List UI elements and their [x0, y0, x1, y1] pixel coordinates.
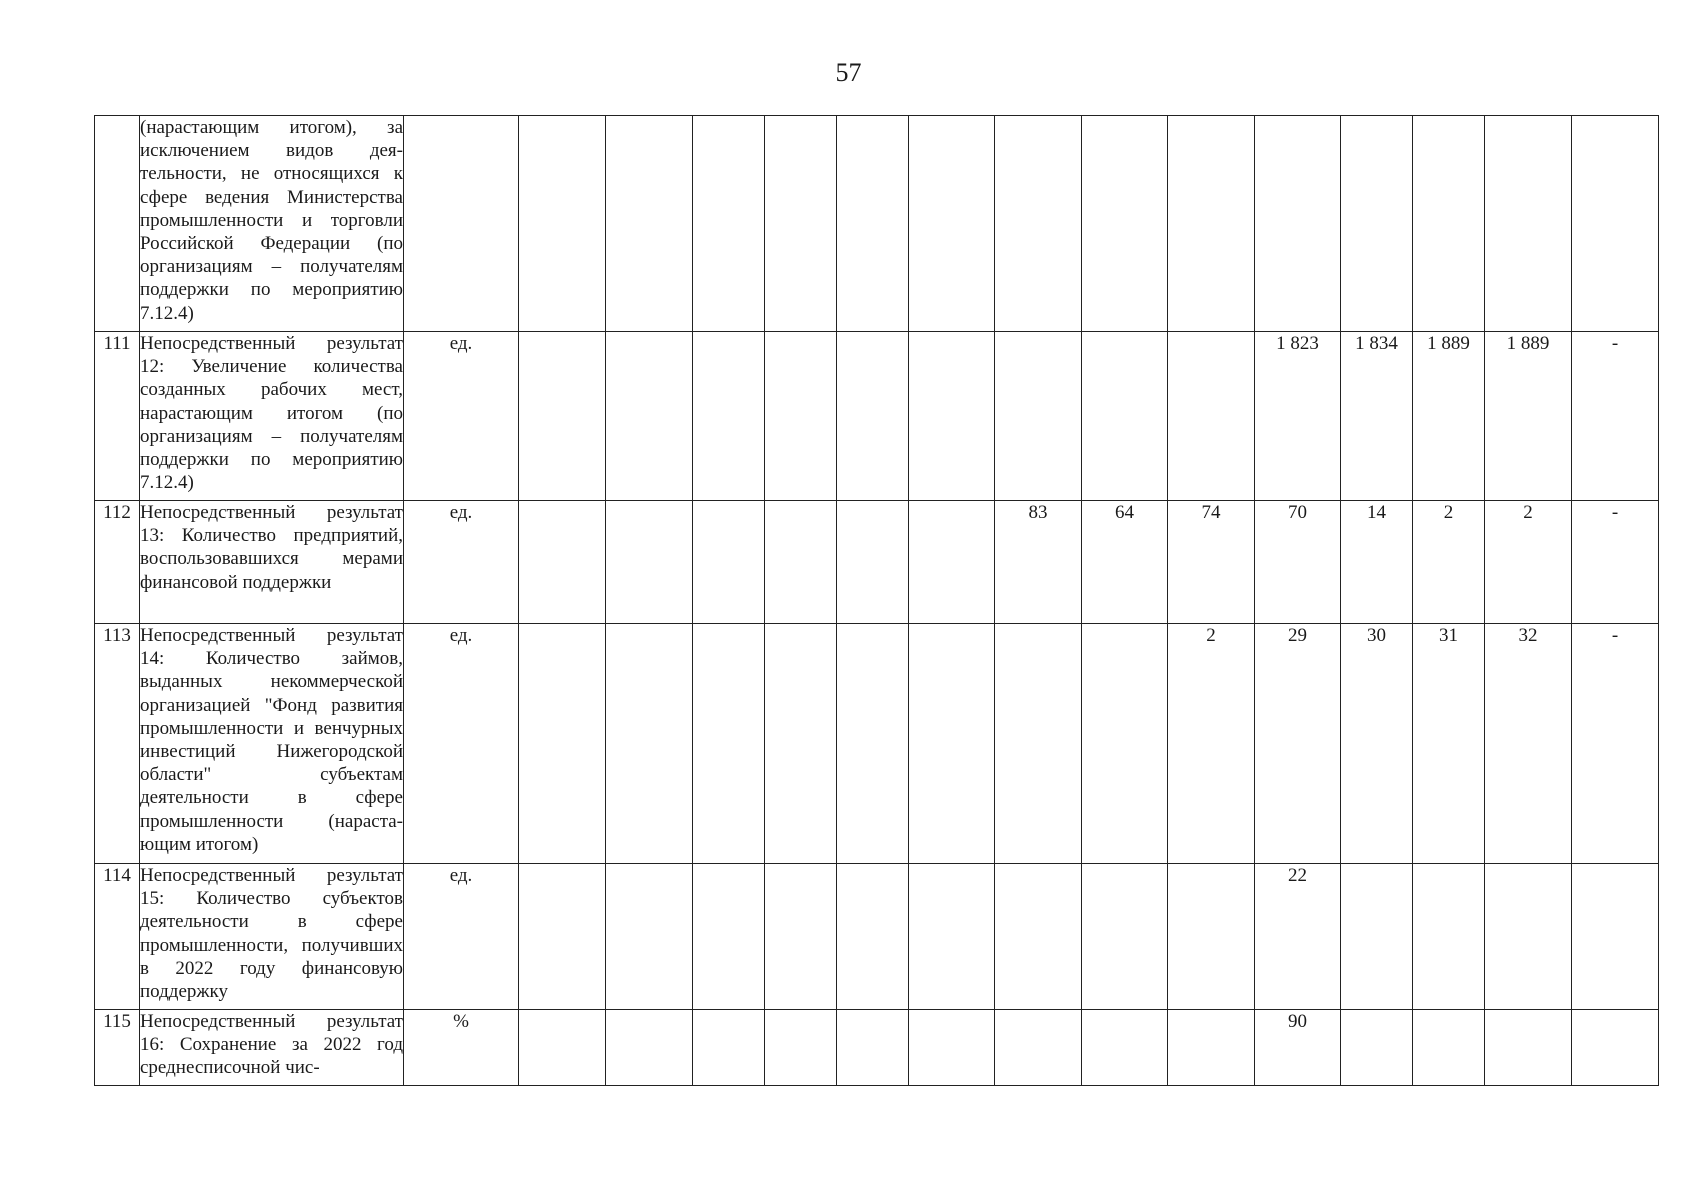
value-cell: [1082, 116, 1168, 332]
value-cell: [909, 501, 995, 624]
value-cell: [1413, 1010, 1485, 1086]
value-cell: 2: [1168, 624, 1255, 864]
value-cell: [765, 624, 837, 864]
unit-cell: %: [404, 1010, 519, 1086]
value-cell: [995, 332, 1082, 501]
value-cell: [693, 864, 765, 1010]
value-cell: [1082, 332, 1168, 501]
table-row: [95, 864, 1659, 1010]
indicator-name: Непосредственный результат 13: Количество предприятий, воспользовавшихся мерами финансовой поддержки: [140, 501, 404, 624]
value-cell: 30: [1341, 624, 1413, 864]
value-cell: [1255, 116, 1341, 332]
unit-cell: ед.: [404, 864, 519, 1010]
value-cell: [693, 116, 765, 332]
value-cell: [519, 864, 606, 1010]
table-row: [95, 501, 1659, 624]
value-cell: [1485, 1010, 1572, 1086]
value-cell: [606, 1010, 693, 1086]
value-cell: [519, 332, 606, 501]
indicators-table: [94, 115, 1659, 1086]
value-cell: 64: [1082, 501, 1168, 624]
value-cell: [606, 332, 693, 501]
indicator-name: Непосредственный результат 15: Количество субъектов деятельности в сфере промышленности, получивших в 2022 году финансовую поддержку: [140, 864, 404, 1010]
value-cell: -: [1572, 501, 1659, 624]
value-cell: 83: [995, 501, 1082, 624]
value-cell: [519, 501, 606, 624]
value-cell: 1 889: [1485, 332, 1572, 501]
value-cell: [1082, 864, 1168, 1010]
value-cell: [1341, 1010, 1413, 1086]
unit-cell: ед.: [404, 624, 519, 864]
table-row: [95, 332, 1659, 501]
value-cell: 1 834: [1341, 332, 1413, 501]
value-cell: [1413, 864, 1485, 1010]
page-number: 57: [835, 58, 862, 87]
value-cell: [995, 116, 1082, 332]
value-cell: [1572, 1010, 1659, 1086]
value-cell: [837, 864, 909, 1010]
value-cell: [765, 501, 837, 624]
value-cell: 32: [1485, 624, 1572, 864]
value-cell: [909, 116, 995, 332]
unit-cell: [404, 116, 519, 332]
row-number: 113: [95, 624, 140, 864]
value-cell: [765, 1010, 837, 1086]
value-cell: [1572, 864, 1659, 1010]
value-cell: [837, 1010, 909, 1086]
value-cell: [693, 332, 765, 501]
row-number: 115: [95, 1010, 140, 1086]
value-cell: [909, 864, 995, 1010]
value-cell: [837, 116, 909, 332]
value-cell: [837, 624, 909, 864]
value-cell: [519, 624, 606, 864]
value-cell: 14: [1341, 501, 1413, 624]
value-cell: [1168, 332, 1255, 501]
value-cell: [765, 116, 837, 332]
value-cell: [519, 1010, 606, 1086]
value-cell: [765, 864, 837, 1010]
value-cell: [765, 332, 837, 501]
value-cell: [1082, 1010, 1168, 1086]
value-cell: [693, 1010, 765, 1086]
row-number: [95, 116, 140, 332]
value-cell: [1341, 864, 1413, 1010]
value-cell: [1413, 116, 1485, 332]
value-cell: -: [1572, 332, 1659, 501]
value-cell: [519, 116, 606, 332]
table-row: [95, 116, 1659, 332]
value-cell: [1572, 116, 1659, 332]
value-cell: [693, 501, 765, 624]
table-row: [95, 624, 1659, 864]
value-cell: -: [1572, 624, 1659, 864]
value-cell: [606, 624, 693, 864]
value-cell: [606, 501, 693, 624]
value-cell: [693, 624, 765, 864]
value-cell: 74: [1168, 501, 1255, 624]
unit-cell: ед.: [404, 332, 519, 501]
indicator-name: (нарастающим итогом), за исключением видов деятельности, не относящихся к сфере ведения Министерства промышленности и торговли Российской Федерации (по организациям – получателям поддержки по мероприятию 7.12.4): [140, 116, 404, 332]
value-cell: 70: [1255, 501, 1341, 624]
value-cell: 22: [1255, 864, 1341, 1010]
value-cell: [837, 501, 909, 624]
value-cell: 2: [1485, 501, 1572, 624]
value-cell: 31: [1413, 624, 1485, 864]
row-number: 112: [95, 501, 140, 624]
value-cell: [1341, 116, 1413, 332]
value-cell: [606, 864, 693, 1010]
value-cell: [909, 332, 995, 501]
row-number: 114: [95, 864, 140, 1010]
value-cell: [1082, 624, 1168, 864]
indicator-name: Непосредственный результат 14: Количество займов, выданных некоммерческой организацией "Фонд развития промышленности и венчурных инвестиций Нижегородской области" субъектам деятельности в сфере промышленности (нарастающим итогом): [140, 624, 404, 864]
value-cell: [1168, 1010, 1255, 1086]
value-cell: [606, 116, 693, 332]
indicator-name: Непосредственный результат 12: Увеличение количества созданных рабочих мест, нарастающим итогом (по организациям – получателям поддержки по мероприятию 7.12.4): [140, 332, 404, 501]
value-cell: 90: [1255, 1010, 1341, 1086]
value-cell: 1 823: [1255, 332, 1341, 501]
unit-cell: ед.: [404, 501, 519, 624]
value-cell: [995, 1010, 1082, 1086]
value-cell: 29: [1255, 624, 1341, 864]
value-cell: 1 889: [1413, 332, 1485, 501]
value-cell: [1168, 116, 1255, 332]
table-row: [95, 1010, 1659, 1086]
value-cell: [1485, 864, 1572, 1010]
value-cell: [909, 1010, 995, 1086]
value-cell: [1168, 864, 1255, 1010]
value-cell: [995, 864, 1082, 1010]
value-cell: 2: [1413, 501, 1485, 624]
value-cell: [995, 624, 1082, 864]
value-cell: [1485, 116, 1572, 332]
value-cell: [909, 624, 995, 864]
row-number: 111: [95, 332, 140, 501]
value-cell: [837, 332, 909, 501]
indicator-name: Непосредственный результат 16: Сохранение за 2022 год среднесписочной чис-: [140, 1010, 404, 1086]
